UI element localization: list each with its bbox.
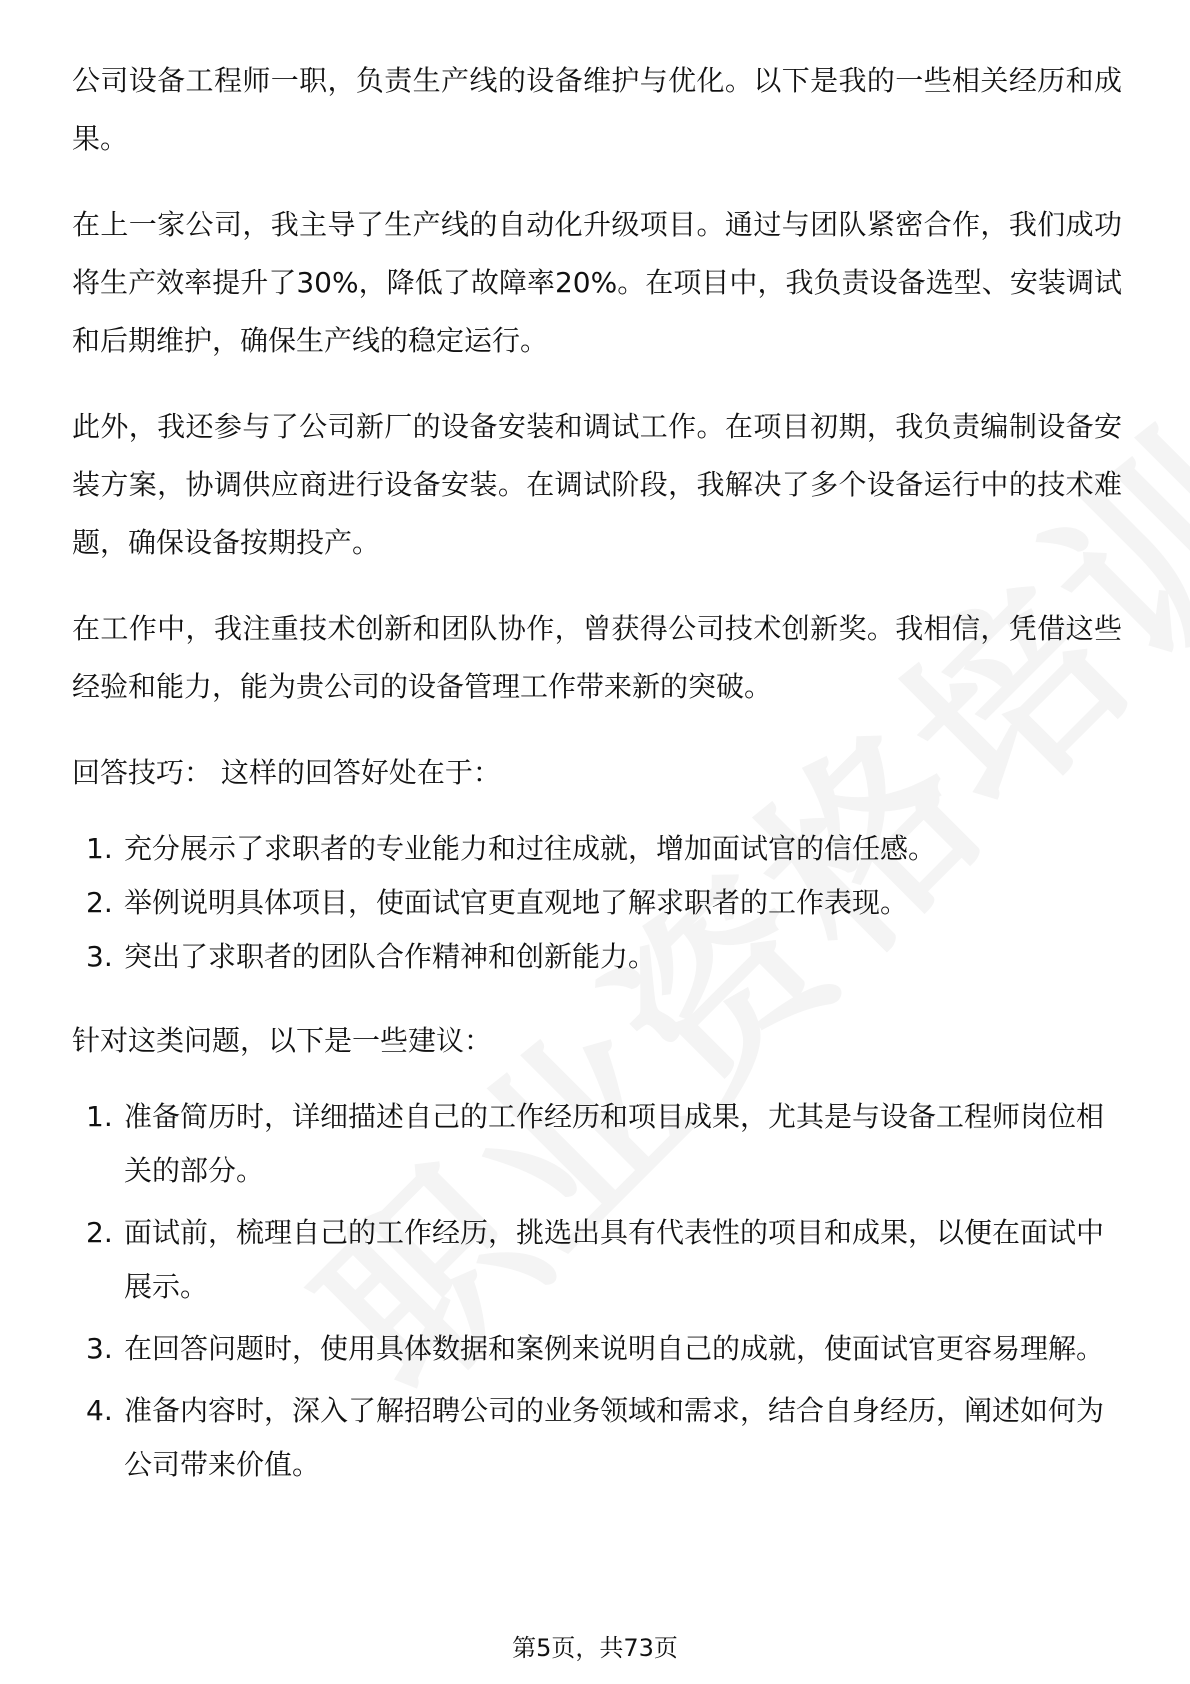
list-item — [72, 1090, 1122, 1198]
list-number: 2. — [86, 886, 113, 919]
paragraph-intro: 公司设备工程师一职，负责生产线的设备维护与优化。以下是我的一些相关经历和成果。 — [72, 64, 1122, 155]
tips-list — [72, 822, 1122, 984]
document-body — [72, 52, 1122, 1520]
list-number: 4. — [86, 1394, 113, 1427]
list-item-text: 面试前，梳理自己的工作经历，挑选出具有代表性的项目和成果，以便在面试中展示。 — [124, 1216, 1105, 1303]
page-footer — [0, 1628, 1190, 1663]
list-item — [72, 1322, 1122, 1376]
list-item — [72, 822, 1122, 876]
list-number: 3. — [86, 940, 113, 973]
list-item — [72, 1206, 1122, 1314]
list-item-text: 在回答问题时，使用具体数据和案例来说明自己的成就，使面试官更容易理解。 — [124, 1332, 1105, 1365]
tips-heading: 回答技巧： 这样的回答好处在于： — [72, 756, 501, 789]
page-number: 第5页，共73页 — [512, 1634, 678, 1662]
list-item — [72, 876, 1122, 930]
list-item-text: 准备内容时，深入了解招聘公司的业务领域和需求，结合自身经历，阐述如何为公司带来价值。 — [124, 1394, 1105, 1481]
list-item-text: 充分展示了求职者的专业能力和过往成就，增加面试官的信任感。 — [124, 832, 937, 865]
advice-heading: 针对这类问题，以下是一些建议： — [72, 1024, 493, 1057]
paragraph-new-plant: 此外，我还参与了公司新厂的设备安装和调试工作。在项目初期，我负责编制设备安装方案，协调供应商进行设备安装。在调试阶段，我解决了多个设备运行中的技术难题，确保设备按期投产。 — [72, 410, 1122, 559]
list-number: 2. — [86, 1216, 113, 1249]
list-number: 1. — [86, 1100, 113, 1133]
list-item-text: 举例说明具体项目，使面试官更直观地了解求职者的工作表现。 — [124, 886, 909, 919]
list-number: 3. — [86, 1332, 113, 1365]
advice-list — [72, 1090, 1122, 1492]
list-number: 1. — [86, 832, 113, 865]
list-item — [72, 1384, 1122, 1492]
paragraph-innovation: 在工作中，我注重技术创新和团队协作，曾获得公司技术创新奖。我相信，凭借这些经验和能力，能为贵公司的设备管理工作带来新的突破。 — [72, 612, 1122, 703]
list-item — [72, 930, 1122, 984]
paragraph-automation-project: 在上一家公司，我主导了生产线的自动化升级项目。通过与团队紧密合作，我们成功将生产效率提升了30%，降低了故障率20%。在项目中，我负责设备选型、安装调试和后期维护，确保生产线的稳定运行。 — [72, 208, 1122, 357]
list-item-text: 突出了求职者的团队合作精神和创新能力。 — [124, 940, 657, 973]
list-item-text: 准备简历时，详细描述自己的工作经历和项目成果，尤其是与设备工程师岗位相关的部分。 — [124, 1100, 1105, 1187]
